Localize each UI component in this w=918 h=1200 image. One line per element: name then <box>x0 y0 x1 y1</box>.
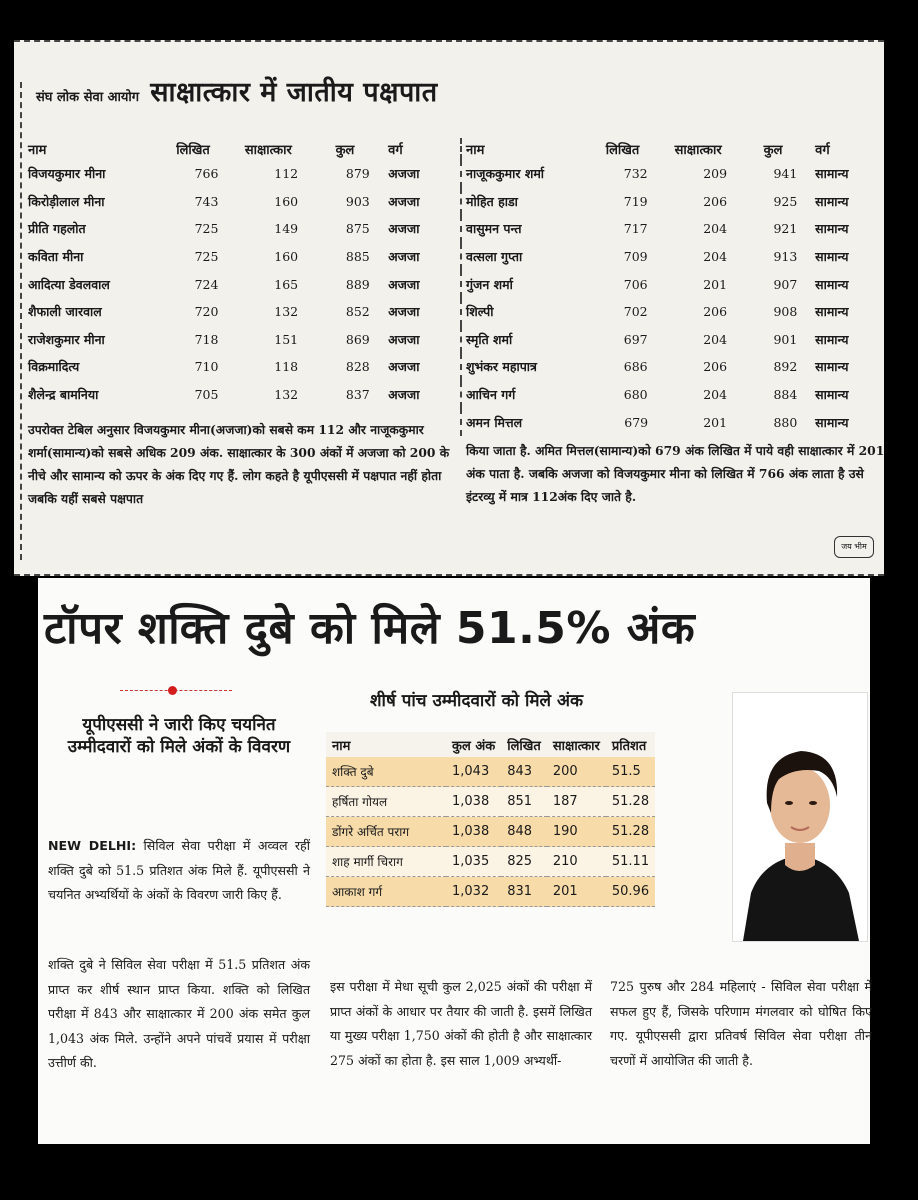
cell-name: शिल्पी <box>466 304 494 320</box>
cell-interview: 210 <box>547 847 606 877</box>
cell-category: अजजा <box>388 249 420 265</box>
cell-interview: 165 <box>274 276 299 292</box>
cell-name: डोंगरे अर्चित पराग <box>326 817 446 847</box>
table-header-row <box>461 138 878 160</box>
cell-total: 889 <box>345 276 370 292</box>
cell-written: 732 <box>623 166 648 182</box>
cell-category: अजजा <box>388 331 420 347</box>
cell-total: 879 <box>345 166 370 182</box>
cell-interview: 118 <box>274 359 299 375</box>
section-divider <box>120 690 232 691</box>
table-row <box>461 408 878 436</box>
cell-total: 1,038 <box>446 817 501 847</box>
cell-name: राजेशकुमार मीना <box>28 331 105 347</box>
cell-interview: 132 <box>274 304 299 320</box>
cell-total: 908 <box>773 304 798 320</box>
topper-photo <box>732 692 868 942</box>
cell-written: 848 <box>501 817 547 847</box>
cell-category: सामान्य <box>815 331 849 347</box>
col-total: कुल <box>335 143 355 158</box>
cell-written: 718 <box>194 331 219 347</box>
cell-total: 941 <box>773 166 798 182</box>
col-written: लिखित <box>176 143 210 158</box>
table-row <box>24 353 449 381</box>
cell-written: 705 <box>194 387 219 403</box>
table-row <box>461 298 878 326</box>
cell-name: शैफाली जारवाल <box>28 304 102 320</box>
reserved-category-table <box>24 138 449 408</box>
cell-name: हर्षिता गोयल <box>326 787 446 817</box>
article-column-3: 725 पुरुष और 284 महिलाएं - सिविल सेवा परीक्षा में सफल हुए हैं, जिसके परिणाम मंगलवार को घोषित किए गए. यूपीएससी द्वारा प्रतिवर्ष सिविल सेवा परीक्षा तीन चरणों में आयोजित की जाती है. <box>610 979 872 1068</box>
cell-category: सामान्य <box>815 359 849 375</box>
col-percent: प्रतिशत <box>606 732 655 757</box>
cell-category: अजजा <box>388 387 420 403</box>
table-row <box>461 215 878 243</box>
table-row <box>24 298 449 326</box>
cell-total: 880 <box>773 414 798 430</box>
cell-name: गुंजन शर्मा <box>466 276 513 292</box>
table-row <box>24 188 449 216</box>
cell-name: स्मृति शर्मा <box>466 331 513 347</box>
cell-interview: 201 <box>547 877 606 907</box>
cell-interview: 204 <box>703 387 728 403</box>
cell-interview: 206 <box>703 359 728 375</box>
cell-interview: 201 <box>703 276 728 292</box>
cell-name: आकाश गर्ग <box>326 877 446 907</box>
cell-written: 709 <box>623 249 648 265</box>
table-row <box>24 215 449 243</box>
cell-written: 710 <box>194 359 219 375</box>
cell-written: 851 <box>501 787 547 817</box>
cell-written: 724 <box>194 276 219 292</box>
lead-text: सिविल सेवा परीक्षा में अव्वल रहीं शक्ति दुबे को 51.5 प्रतिशत अंक मिले हैं. यूपीएससी ने चयनित अभ्यर्थियों के अंकों के विवरण जारी किए हैं. <box>48 838 310 902</box>
divider-dot-icon <box>168 686 177 695</box>
cell-written: 697 <box>623 331 648 347</box>
col-total: कुल <box>763 143 783 158</box>
cell-category: सामान्य <box>815 221 849 237</box>
cell-percent: 51.5 <box>606 757 655 787</box>
cell-interview: 112 <box>274 166 299 182</box>
table-row <box>326 847 655 877</box>
article-lead <box>48 834 310 908</box>
cell-name: शैलेन्द्र बामनिया <box>28 387 99 403</box>
headline: टॉपर शक्ति दुबे को मिले 51.5% अंक <box>44 603 696 654</box>
cell-total: 885 <box>345 249 370 265</box>
cell-name: नाजूककुमार शर्मा <box>466 166 545 182</box>
cell-total: 828 <box>345 359 370 375</box>
cell-total: 1,038 <box>446 787 501 817</box>
cell-written: 743 <box>194 193 219 209</box>
cell-total: 913 <box>773 249 798 265</box>
cell-interview: 200 <box>547 757 606 787</box>
cell-interview: 132 <box>274 387 299 403</box>
cell-total: 921 <box>773 221 798 237</box>
table-row <box>24 381 449 409</box>
cell-total: 903 <box>345 193 370 209</box>
cell-percent: 51.28 <box>606 787 655 817</box>
cell-written: 720 <box>194 304 219 320</box>
cell-written: 725 <box>194 249 219 265</box>
cell-category: सामान्य <box>815 249 849 265</box>
cell-interview: 204 <box>703 221 728 237</box>
table-row <box>24 243 449 271</box>
cell-name: आचिन गर्ग <box>466 387 516 403</box>
cell-interview: 204 <box>703 249 728 265</box>
cell-category: अजजा <box>388 166 420 182</box>
table-title: शीर्ष पांच उम्मीदवारों को मिले अंक <box>370 691 584 711</box>
cell-written: 686 <box>623 359 648 375</box>
cell-interview: 160 <box>274 193 299 209</box>
cell-category: सामान्य <box>815 304 849 320</box>
cell-percent: 51.28 <box>606 817 655 847</box>
cell-interview: 149 <box>274 221 299 237</box>
dashed-border <box>20 82 22 560</box>
cell-written: 679 <box>624 414 649 430</box>
dateline: NEW DELHI: <box>48 838 137 853</box>
col-name: नाम <box>326 732 446 757</box>
cell-written: 680 <box>623 387 648 403</box>
cell-total: 892 <box>773 359 798 375</box>
newspaper-clipping-caste-bias <box>14 40 884 576</box>
table-row <box>326 877 655 907</box>
cell-written: 717 <box>623 221 648 237</box>
clipping-header <box>36 72 438 109</box>
cell-total: 925 <box>773 193 798 209</box>
cell-category: सामान्य <box>815 414 849 430</box>
cell-total: 1,035 <box>446 847 501 877</box>
cell-category: सामान्य <box>815 166 849 182</box>
table-row <box>461 160 878 188</box>
table-row <box>24 160 449 188</box>
table-row <box>461 353 878 381</box>
subheadline: यूपीएससी ने जारी किए चयनित उम्मीदवारों को मिले अंकों के विवरण <box>67 715 291 757</box>
table-row <box>461 326 878 354</box>
cell-total: 837 <box>345 387 370 403</box>
cell-category: सामान्य <box>815 193 849 209</box>
cell-category: अजजा <box>388 276 420 292</box>
cell-name: प्रीति गहलोत <box>28 221 86 237</box>
cell-written: 843 <box>501 757 547 787</box>
cell-written: 831 <box>501 877 547 907</box>
table-row <box>326 757 655 787</box>
source-stamp: जय भीम <box>834 536 874 558</box>
table-row <box>461 243 878 271</box>
cell-category: अजजा <box>388 221 420 237</box>
top-five-table <box>326 732 655 907</box>
col-interview: साक्षात्कार <box>547 732 606 757</box>
cell-written: 725 <box>194 221 219 237</box>
col-written: लिखित <box>605 143 640 158</box>
org-label: संघ लोक सेवा आयोग <box>36 90 140 105</box>
cell-name: मोहित हाडा <box>466 193 518 209</box>
cell-category: अजजा <box>388 359 420 375</box>
cell-total: 1,032 <box>446 877 501 907</box>
cell-name: वासुमन पन्त <box>466 221 522 237</box>
table-row <box>24 326 449 354</box>
article-column-2: इस परीक्षा में मेधा सूची कुल 2,025 अंकों की परीक्षा में प्राप्त अंकों के आधार पर तैयार की जाती है. इसमें लिखित या मुख्य परीक्षा 1,750 अंकों की होती है और साक्षात्कार 275 अंकों का होता है. इस साल 1,009 अभ्यर्थी- <box>330 979 592 1068</box>
cell-category: सामान्य <box>815 276 849 292</box>
table-header-row <box>326 732 655 757</box>
cell-interview: 201 <box>703 414 728 430</box>
col-interview: साक्षात्कार <box>674 143 722 158</box>
cell-total: 875 <box>345 221 370 237</box>
cell-total: 852 <box>345 304 370 320</box>
cell-name: अमन मित्तल <box>466 414 523 430</box>
cell-interview: 206 <box>703 304 728 320</box>
col-total: कुल अंक <box>446 732 501 757</box>
cell-written: 702 <box>623 304 648 320</box>
table-row <box>461 381 878 409</box>
general-category-table <box>460 138 878 436</box>
cell-interview: 151 <box>274 331 299 347</box>
newspaper-clipping-topper <box>38 578 870 1144</box>
headline: साक्षात्कार में जातीय पक्षपात <box>150 77 438 108</box>
cell-category: सामान्य <box>815 387 849 403</box>
col-name: नाम <box>28 143 47 158</box>
cell-name: वत्सला गुप्ता <box>466 249 523 265</box>
cell-total: 907 <box>773 276 798 292</box>
col-interview: साक्षात्कार <box>244 143 292 158</box>
cell-name: शाह मार्गी चिराग <box>326 847 446 877</box>
cell-category: अजजा <box>388 304 420 320</box>
cell-name: कविता मीना <box>28 249 84 265</box>
cell-interview: 204 <box>703 331 728 347</box>
cell-total: 1,043 <box>446 757 501 787</box>
table-row <box>326 787 655 817</box>
col-category: वर्ग <box>388 143 403 158</box>
cell-written: 706 <box>623 276 648 292</box>
cell-written: 719 <box>623 193 648 209</box>
cell-name: विक्रमादित्य <box>28 359 80 375</box>
cell-total: 901 <box>773 331 798 347</box>
analysis-paragraph-right: किया जाता है. अमित मित्तल(सामान्य)को 679 अंक लिखित में पाये वही साक्षात्कार में 201 अंक पाता है. जबकि अजजा को विजयकुमार मीना को लिखित में 766 अंक लाता है उसे इंटरव्यु में मात्र 112अंक दिए जाते है. <box>466 443 885 504</box>
cell-name: विजयकुमार मीना <box>28 166 106 182</box>
table-row <box>461 270 878 298</box>
table-row <box>461 188 878 216</box>
cell-name: शक्ति दुबे <box>326 757 446 787</box>
cell-interview: 160 <box>274 249 299 265</box>
cell-name: शुभंकर महापात्र <box>466 359 537 375</box>
cell-interview: 187 <box>547 787 606 817</box>
cell-total: 884 <box>773 387 798 403</box>
cell-interview: 206 <box>703 193 728 209</box>
topper-portrait-image <box>733 693 867 941</box>
analysis-paragraph-left: उपरोक्त टेबिल अनुसार विजयकुमार मीना(अजजा)को सबसे कम 112 और नाजूककुमार शर्मा(सामान्य)को सबसे अधिक 209 अंक. साक्षात्कार के 300 अंकों में अजजा को 200 के नीचे और सामान्य को ऊपर के अंक दिए गए हैं. लोग कहते है यूपीएससी में पक्षपात नहीं होता जबकि यहीं सबसे पक्षपात <box>28 422 450 506</box>
cell-interview: 190 <box>547 817 606 847</box>
cell-interview: 209 <box>703 166 728 182</box>
cell-percent: 51.11 <box>606 847 655 877</box>
col-name: नाम <box>466 143 485 158</box>
cell-written: 766 <box>194 166 219 182</box>
table-row <box>24 270 449 298</box>
col-written: लिखित <box>501 732 547 757</box>
col-category: वर्ग <box>815 143 830 158</box>
cell-written: 825 <box>501 847 547 877</box>
cell-percent: 50.96 <box>606 877 655 907</box>
cell-name: आदित्या डेवलवाल <box>28 276 110 292</box>
table-header-row <box>24 138 449 160</box>
article-column-1: शक्ति दुबे ने सिविल सेवा परीक्षा में 51.5 प्रतिशत अंक प्राप्त कर शीर्ष स्थान प्राप्त किया. शक्ति को लिखित परीक्षा में 843 और साक्षात्कार में 200 अंक समेत कुल 1,043 अंक मिले. उन्होंने अपने पांचवें प्रयास में परीक्षा उत्तीर्ण की. <box>48 957 310 1070</box>
cell-category: अजजा <box>388 193 420 209</box>
cell-name: किरोड़ीलाल मीना <box>28 193 105 209</box>
table-row <box>326 817 655 847</box>
cell-total: 869 <box>345 331 370 347</box>
